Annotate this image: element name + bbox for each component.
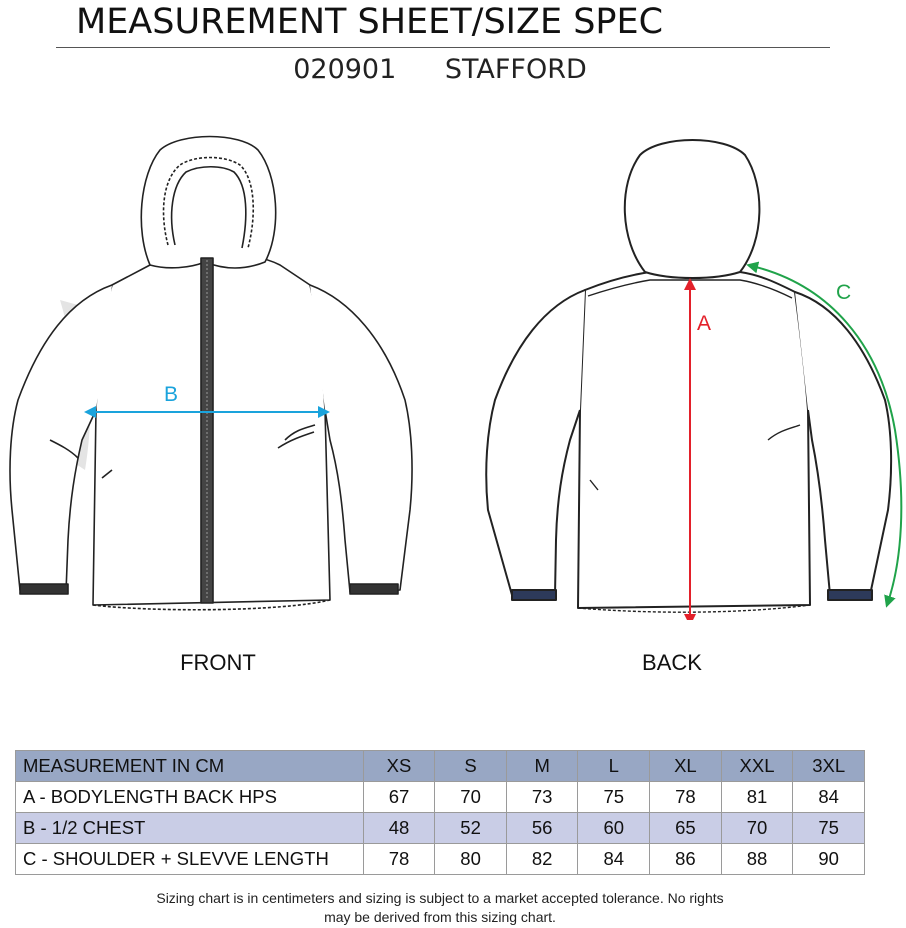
size-header-xs: XS [363, 751, 435, 782]
cell-value: 56 [506, 813, 578, 844]
sizing-disclaimer [0, 889, 880, 927]
cell-value: 70 [721, 813, 793, 844]
table-row [16, 813, 865, 844]
cell-value: 84 [793, 782, 865, 813]
cell-value: 78 [650, 782, 722, 813]
dimension-a-label: A [697, 312, 712, 335]
cell-value: 67 [363, 782, 435, 813]
cell-value: 81 [721, 782, 793, 813]
size-header-3xl: 3XL [793, 751, 865, 782]
article-name: STAFFORD [444, 54, 587, 85]
size-header-xxl: XXL [721, 751, 793, 782]
size-header-xl: XL [650, 751, 722, 782]
row-label: B - 1/2 CHEST [16, 813, 364, 844]
cell-value: 75 [793, 813, 865, 844]
cell-value: 80 [435, 844, 507, 875]
cell-value: 88 [721, 844, 793, 875]
cell-value: 75 [578, 782, 650, 813]
cell-value: 70 [435, 782, 507, 813]
table-row [16, 782, 865, 813]
table-header-row [16, 751, 865, 782]
article-line [0, 54, 880, 85]
dimension-c-label: C [836, 281, 852, 304]
cell-value: 86 [650, 844, 722, 875]
cell-value: 65 [650, 813, 722, 844]
jacket-drawings [0, 120, 906, 620]
front-jacket [10, 137, 412, 610]
back-jacket [486, 140, 891, 612]
size-header-l: L [578, 751, 650, 782]
disclaimer-line-1: Sizing chart is in centimeters and sizing is subject to a market accepted tolerance. No rights [156, 890, 724, 906]
sheet-title: MEASUREMENT SHEET/SIZE SPEC [76, 2, 664, 42]
cell-value: 52 [435, 813, 507, 844]
front-view-label: FRONT [180, 650, 256, 675]
cell-value: 78 [363, 844, 435, 875]
dimension-b-label: B [164, 383, 179, 406]
cell-value: 73 [506, 782, 578, 813]
cell-value: 48 [363, 813, 435, 844]
back-view-label: BACK [642, 650, 702, 675]
size-spec-table [15, 750, 865, 875]
cell-value: 84 [578, 844, 650, 875]
measurement-header: MEASUREMENT IN CM [16, 751, 364, 782]
table-row [16, 844, 865, 875]
row-label: C - SHOULDER + SLEVVE LENGTH [16, 844, 364, 875]
size-header-s: S [435, 751, 507, 782]
title-divider [56, 47, 830, 48]
disclaimer-line-2: may be derived from this sizing chart. [324, 909, 556, 925]
cell-value: 82 [506, 844, 578, 875]
article-number: 020901 [293, 54, 397, 85]
row-label: A - BODYLENGTH BACK HPS [16, 782, 364, 813]
size-header-m: M [506, 751, 578, 782]
cell-value: 60 [578, 813, 650, 844]
cell-value: 90 [793, 844, 865, 875]
